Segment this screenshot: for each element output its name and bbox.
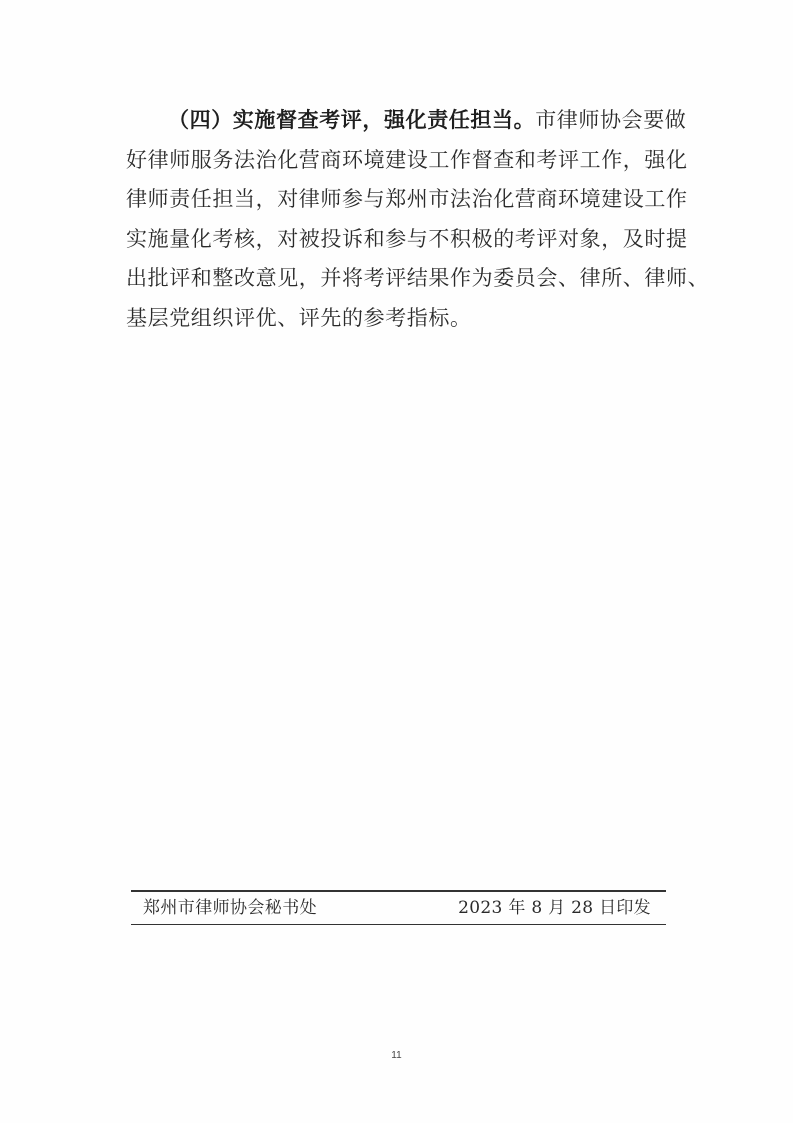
footer-bottom-rule	[131, 924, 666, 925]
section-paragraph	[126, 100, 710, 338]
section-heading: （四）实施督查考评，强化责任担当。	[168, 107, 536, 132]
paragraph-line-2: 好律师服务法治化营商环境建设工作督查和考评工作，强化	[126, 147, 688, 172]
paragraph-line-6: 基层党组织评优、评先的参考指标。	[126, 305, 472, 330]
paragraph-line-1	[126, 100, 696, 141]
page-number: 11	[391, 1050, 402, 1061]
issuing-office: 郑州市律师协会秘书处	[143, 898, 317, 918]
issue-date: 2023 年 8 月 28 日印发	[458, 898, 651, 918]
paragraph-line-5: 出批评和整改意见，并将考评结果作为委员会、律所、律师、	[126, 266, 710, 290]
footer-top-rule	[131, 890, 666, 892]
paragraph-line-3: 律师责任担当，对律师参与郑州市法治化营商环境建设工作	[126, 187, 688, 211]
paragraph-text-1: 市律师协会要做	[535, 108, 687, 132]
paragraph-line-4: 实施量化考核，对被投诉和参与不积极的考评对象，及时提	[126, 226, 688, 251]
